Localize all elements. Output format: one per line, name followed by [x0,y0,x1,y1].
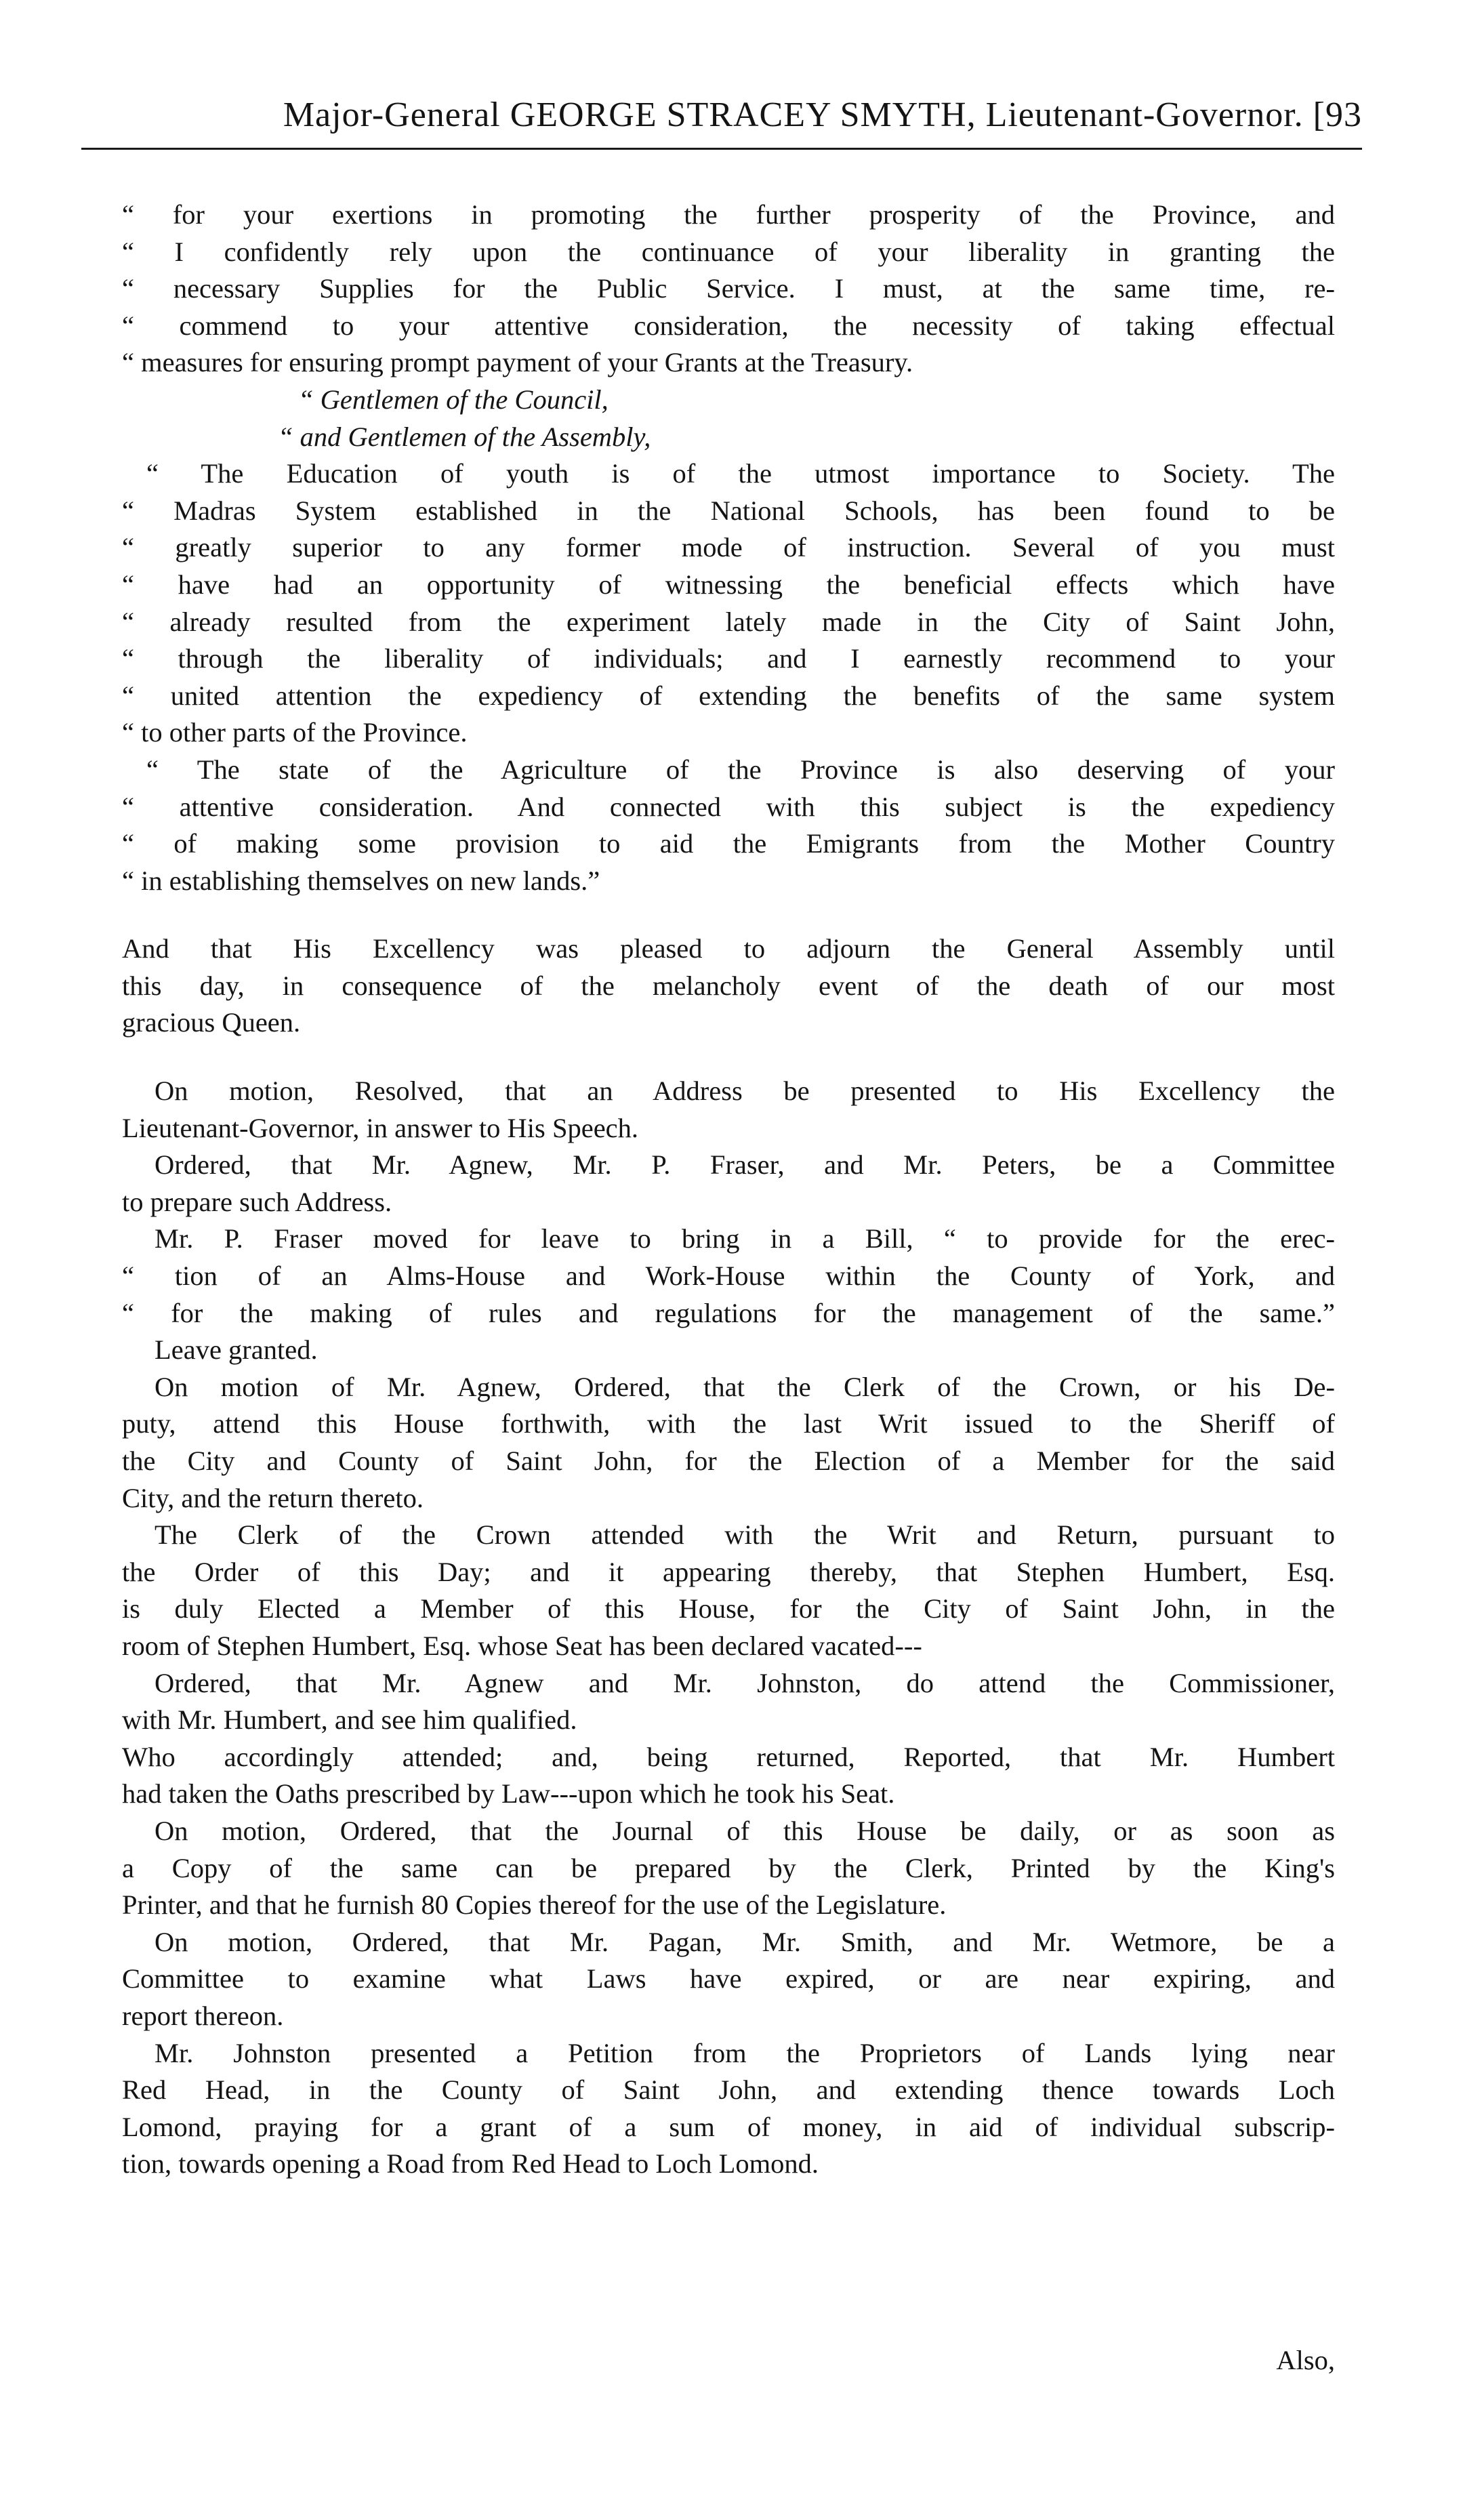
header-title: Major-General GEORGE STRACEY SMYTH, Lieutenant-Governor. [283,96,1304,134]
text-line: is duly Elected a Member of this House, for the City of Saint John, in the [122,1593,1335,1624]
text-line: Leave granted. [154,1334,318,1366]
text-line: Lomond, praying for a grant of a sum of money, in aid of individual subscrip- [122,2111,1335,2142]
catchword: Also, [1276,2345,1335,2375]
text-line: “ for the making of rules and regulations for the management of the same.” [122,1297,1335,1328]
text-line: Ordered, that Mr. Agnew and Mr. Johnston, do attend the Commissioner, [154,1667,1335,1698]
text-line: “ The state of the Agriculture of the Province is also deserving of your [146,754,1335,785]
text-line: “ through the liberality of individuals; and I earnestly recommend to your [122,643,1335,674]
text-line: the Order of this Day; and it appearing thereby, that Stephen Humbert, Esq. [122,1556,1335,1587]
running-header [81,95,1362,136]
text-line: a Copy of the same can be prepared by the Clerk, Printed by the King's [122,1852,1335,1883]
journal-text [122,197,1335,2183]
text-line: Red Head, in the County of Saint John, and extending thence towards Loch [122,2074,1335,2106]
text-line: Mr. P. Fraser moved for leave to bring in a Bill, “ to provide for the erec- [154,1223,1335,1254]
text-line: gracious Queen. [122,1007,301,1038]
text-line: the City and County of Saint John, for the Election of a Member for the said [122,1446,1335,1476]
text-line: On motion, Resolved, that an Address be presented to His Excellency the [154,1076,1335,1107]
text-line: “ of making some provision to aid the Emigrants from the Mother Country [122,828,1335,859]
text-line: “ attentive consideration. And connected with this subject is the expediency [122,791,1335,822]
text-line: “ Madras System established in the National Schools, has been found to be [122,495,1335,526]
text-line: had taken the Oaths prescribed by Law---upon which he took his Seat. [122,1778,895,1809]
text-line: “ I confidently rely upon the continuance of your liberality in granting the [122,236,1335,267]
text-line: “ greatly superior to any former mode of instruction. Several of you must [122,532,1335,563]
text-line: “ commend to your attentive consideration, the necessity of taking effectual [122,310,1335,341]
text-line: “ in establishing themselves on new lands.” [122,865,600,896]
text-line: On motion, Ordered, that Mr. Pagan, Mr. Smith, and Mr. Wetmore, be a [154,1926,1335,1957]
text-line: City, and the return thereto. [122,1482,424,1513]
text-line: Who accordingly attended; and, being returned, Reported, that Mr. Humbert [122,1741,1335,1772]
text-line: On motion, Ordered, that the Journal of this House be daily, or as soon as [154,1815,1335,1846]
text-line: to prepare such Address. [122,1186,392,1217]
text-line: report thereon. [122,2000,284,2031]
text-line: Ordered, that Mr. Agnew, Mr. P. Fraser, and Mr. Peters, be a Committee [154,1149,1335,1181]
text-line: puty, attend this House forthwith, with the last Writ issued to the Sheriff of [122,1408,1335,1439]
text-line: tion, towards opening a Road from Red Head to Loch Lomond. [122,2148,819,2179]
text-line: On motion of Mr. Agnew, Ordered, that the Clerk of the Crown, or his De- [154,1371,1335,1402]
text-line: Mr. Johnston presented a Petition from the Proprietors of Lands lying near [154,2037,1335,2068]
header-rule [81,148,1362,150]
text-line: room of Stephen Humbert, Esq. whose Seat has been declared vacated--- [122,1630,922,1661]
salutation-line: “ and Gentlemen of the Assembly, [278,421,651,452]
text-line: “ The Education of youth is of the utmost importance to Society. The [146,458,1335,489]
text-line: Committee to examine what Laws have expired, or are near expiring, and [122,1963,1335,1994]
salutation-line: “ Gentlemen of the Council, [298,384,609,415]
text-line: Printer, and that he furnish 80 Copies thereof for the use of the Legislature. [122,1889,947,1921]
text-line: “ to other parts of the Province. [122,717,468,748]
text-line: “ measures for ensuring prompt payment of your Grants at the Treasury. [122,347,913,378]
text-line: this day, in consequence of the melancholy event of the death of our most [122,970,1335,1001]
page-number: [93 [1313,96,1362,134]
text-line: “ tion of an Alms-House and Work-House within the County of York, and [122,1261,1335,1292]
text-line: Lieutenant-Governor, in answer to His Speech. [122,1112,639,1143]
text-line: “ united attention the expediency of extending the benefits of the same system [122,680,1335,711]
text-line: “ for your exertions in promoting the further prosperity of the Province, and [122,199,1335,230]
text-line: And that His Excellency was pleased to adjourn the General Assembly until [122,933,1335,964]
text-line: with Mr. Humbert, and see him qualified. [122,1704,577,1736]
text-line: “ have had an opportunity of witnessing the beneficial effects which have [122,569,1335,600]
text-line: The Clerk of the Crown attended with the Writ and Return, pursuant to [154,1519,1335,1551]
text-line: “ necessary Supplies for the Public Service. I must, at the same time, re- [122,273,1335,304]
text-line: “ already resulted from the experiment lately made in the City of Saint John, [122,606,1335,637]
